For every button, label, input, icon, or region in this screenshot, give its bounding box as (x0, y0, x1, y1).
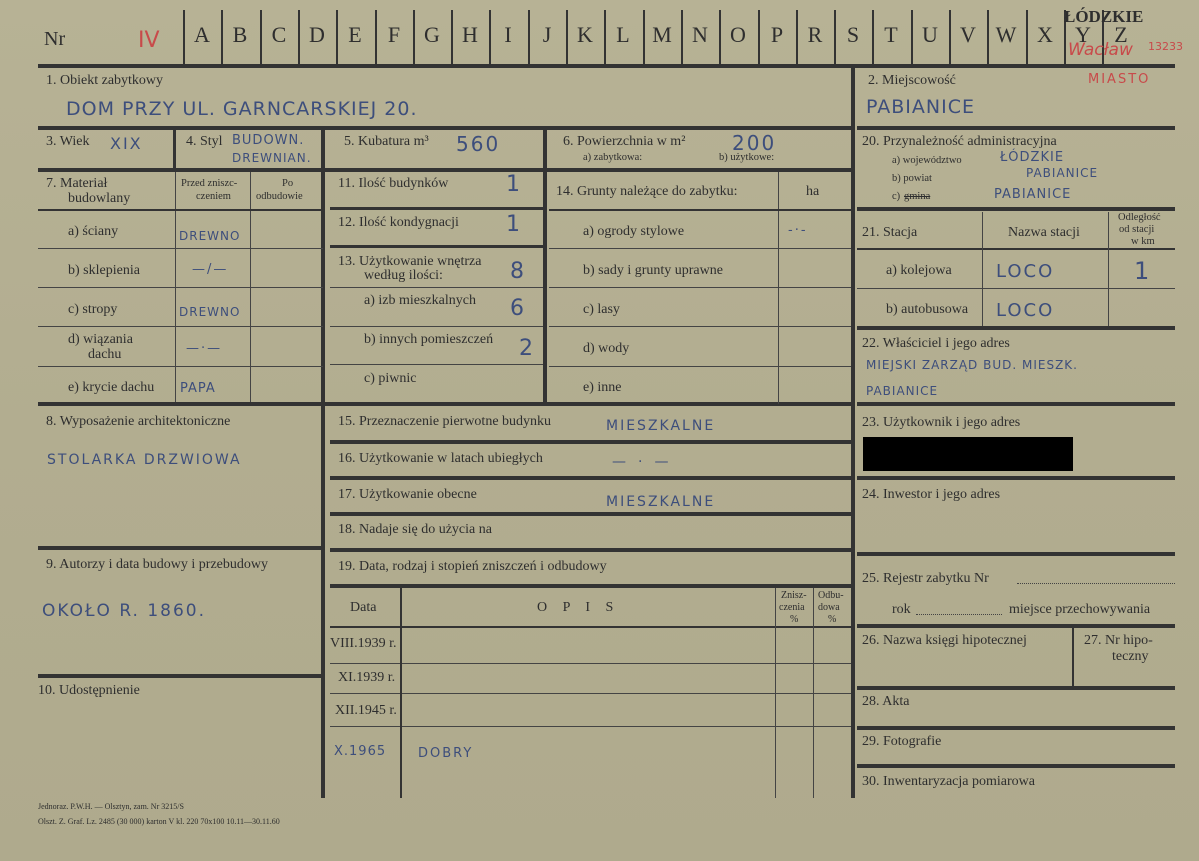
f14-row-d: d) wody (583, 341, 630, 356)
letter-p: P (770, 22, 784, 47)
rule-r1 (857, 126, 1175, 130)
f17-label: 17. Użytkowanie obecne (338, 487, 477, 502)
f7-col-line-1 (175, 172, 176, 404)
letter-b: B (232, 22, 248, 47)
f14-label: 14. Grunty należące do zabytku: (556, 184, 738, 199)
divider-main-right (851, 64, 855, 798)
f20-c-struck: gmina (904, 191, 931, 202)
letter-c: C (271, 22, 287, 47)
f11-value: 1 (506, 172, 522, 197)
f4-value-2: DREWNIAN. (232, 151, 312, 165)
letter-v: V (960, 22, 976, 47)
rule-f16-end (330, 476, 851, 480)
f7-row-c-label: c) stropy (68, 302, 118, 317)
f7-row-e-value: PAPA (180, 381, 216, 396)
r21-col-1 (982, 212, 983, 328)
f19-date-1: VIII.1939 r. (330, 636, 397, 651)
rule-f19-cols (330, 626, 851, 628)
miasto-stamp: MIASTO (1088, 72, 1151, 87)
letter-u: U (922, 22, 938, 47)
f19-col-date (400, 588, 402, 798)
f14-row-a: a) ogrody stylowe (583, 224, 685, 239)
f20-c-value: PABIANICE (994, 187, 1072, 202)
f11-label: 11. Ilość budynków (338, 176, 449, 191)
f13-b-value: 2 (519, 336, 535, 361)
f9-label: 9. Autorzy i data budowy i przebudowy (46, 557, 269, 572)
f25-dots-2 (916, 602, 1002, 615)
f16-label: 16. Użytkowanie w latach ubiegłych (338, 451, 543, 466)
f7-col-line-2 (250, 172, 251, 404)
f21-a-value: LOCO (996, 261, 1055, 282)
f25-rok: rok (892, 602, 911, 617)
f13-a-label: a) izb mieszkalnych (364, 293, 476, 308)
f7-col1-b: czeniem (196, 191, 231, 202)
f21-dist-2: od stacji (1119, 224, 1155, 235)
letter-y: Y (1075, 22, 1091, 47)
redaction-bar (863, 437, 1073, 471)
f2-label: 2. Miejscowość (868, 73, 956, 88)
f5-value: 560 (456, 132, 501, 156)
f7-row-line-0 (38, 209, 323, 211)
f14-row-1 (549, 248, 851, 249)
f15-value: MIESZKALNE (606, 418, 716, 434)
letter-k: K (577, 22, 593, 47)
f14-mark: -·- (788, 223, 808, 238)
rule-f15-end (330, 440, 851, 444)
f4-label: 4. Styl (186, 134, 223, 149)
f19-hw-opis: DOBRY (418, 746, 474, 761)
f21-b-value: LOCO (996, 300, 1055, 321)
f21-b-label: b) autobusowa (886, 302, 969, 317)
f27-label-2: teczny (1112, 649, 1149, 664)
f7-col2-b: odbudowie (256, 191, 303, 202)
f25-dots-1 (1017, 571, 1175, 584)
f14-row-e: e) inne (583, 380, 622, 395)
f7-col1-a: Przed zniszc- (181, 178, 238, 189)
f7-row-line-3 (38, 326, 323, 327)
rule-r4 (857, 402, 1175, 406)
letter-z: Z (1114, 22, 1128, 47)
f7-row-d-label-1: d) wiązania (68, 332, 133, 347)
r26-col (1072, 628, 1074, 688)
divider-main-left (321, 128, 325, 798)
f12-rule (330, 245, 543, 248)
rule-f17-end (330, 512, 851, 516)
rule-r2 (857, 207, 1175, 211)
f16-value: —·— (612, 454, 681, 470)
header-rule (38, 64, 1175, 68)
rule-r3 (857, 326, 1175, 330)
f13-b-label: b) innych pomieszczeń (364, 332, 494, 347)
f19-col-o1: Odbu- (818, 590, 844, 601)
f10-label: 10. Udostępnienie (38, 683, 140, 698)
letter-x: X (1037, 22, 1053, 47)
f14-unit: ha (806, 184, 820, 199)
f20-label: 20. Przynależność administracyjna (862, 134, 1057, 149)
f19-col-o3: % (828, 614, 837, 625)
f13a-rule (330, 287, 543, 288)
f15-label: 15. Przeznaczenie pierwotne budynku (338, 414, 552, 429)
letter-i: I (504, 22, 512, 47)
f13-label-1: 13. Użytkowanie wnętrza (338, 254, 482, 269)
f25-miejsce: miejsce przechowywania (1009, 602, 1151, 617)
letter-n: N (692, 22, 708, 47)
f12-label: 12. Ilość kondygnacji (338, 215, 459, 230)
f4-value-1: BUDOWN. (232, 133, 305, 148)
f19-hw-date: X.1965 (334, 744, 387, 759)
r21-col-2 (1108, 212, 1109, 328)
f20-b-value: PABIANICE (1026, 166, 1099, 180)
nr-label: Nr (44, 28, 66, 50)
f20-a-value: ŁÓDZKIE (1000, 150, 1065, 165)
rule-f18-end (330, 548, 851, 552)
f13c-rule (330, 364, 543, 365)
f7-label-2: budowlany (68, 191, 131, 206)
f14-row-c: c) lasy (583, 302, 620, 317)
f14-row-b: b) sady i grunty uprawne (583, 263, 723, 278)
f7-row-e-label: e) krycie dachu (68, 380, 155, 395)
f24-label: 24. Inwestor i jego adres (862, 487, 1001, 502)
f19-col-zn (775, 588, 776, 798)
f20-c-prefix: c) (892, 191, 901, 202)
f21-label: 21. Stacja (862, 225, 918, 240)
f19-col-od (813, 588, 814, 798)
f14-row-4 (549, 366, 851, 367)
f7-row-line-2 (38, 287, 323, 288)
f21-dist-3: w km (1131, 236, 1155, 247)
f28-label: 28. Akta (862, 694, 910, 709)
f19-col-z2: czenia (779, 602, 805, 613)
letter-m: M (652, 22, 672, 47)
f1-label: 1. Obiekt zabytkowy (46, 73, 164, 88)
f22-value-2: PABIANICE (866, 384, 939, 398)
f13-label-2: według ilości: (364, 268, 443, 283)
letter-e: E (348, 22, 362, 47)
letter-f: F (387, 22, 401, 47)
f7-label-1: 7. Materiał (46, 176, 108, 191)
f21-col-name: Nazwa stacji (1008, 225, 1080, 240)
footer-line-2: Olszt. Z. Graf. Lz. 2485 (30 000) karton V kl. 220 70x100 10.11—30.11.60 (38, 817, 280, 826)
f25-label: 25. Rejestr zabytku Nr (862, 571, 989, 586)
letter-d: D (309, 22, 325, 47)
f21-a-label: a) kolejowa (886, 263, 952, 278)
f5-label: 5. Kubatura m³ (344, 134, 429, 149)
f8-value: STOLARKA DRZWIOWA (47, 452, 242, 468)
rule-r6 (857, 552, 1175, 556)
f7-row-d-label-2: dachu (88, 347, 122, 362)
f21-a-dist: 1 (1134, 257, 1152, 285)
f20-a-label: a) województwo (892, 155, 962, 166)
f30-label: 30. Inwentaryzacja pomiarowa (862, 774, 1035, 789)
rule-f9-end (38, 674, 321, 678)
f7-col2-a: Po (282, 178, 294, 189)
f2-value: PABIANICE (866, 96, 975, 118)
f21-dist-1: Odległość (1118, 212, 1161, 223)
f17-value: MIESZKALNE (606, 494, 716, 510)
f14-col-line (778, 172, 779, 404)
f7-row-a-label: a) ściany (68, 224, 119, 239)
rule-f19-row3 (330, 726, 851, 727)
f19-date-3: XII.1945 r. (335, 703, 397, 718)
signature: Wacław (1068, 40, 1133, 60)
f6-b: b) użytkowe: (719, 152, 775, 163)
nr-value: IV (138, 28, 160, 53)
rule-3 (38, 402, 851, 406)
footer-line-1: Jednoraz. P.W.H. — Olsztyn, zam. Nr 3215/S (38, 802, 184, 811)
f3-label: 3. Wiek (46, 134, 90, 149)
f19-col-date: Data (350, 600, 377, 615)
divider-f3-f4 (173, 130, 176, 168)
rule-r9 (857, 726, 1175, 730)
letter-h: H (462, 22, 478, 47)
f19-date-2: XI.1939 r. (338, 670, 396, 685)
f29-label: 29. Fotografie (862, 734, 942, 749)
rule-r21-row (857, 288, 1175, 289)
f26-label: 26. Nazwa księgi hipotecznej (862, 633, 1027, 648)
f6-value: 200 (732, 131, 777, 155)
f22-value-1: MIEJSKI ZARZĄD BUD. MIESZK. (866, 358, 1078, 372)
letter-a: A (194, 22, 210, 47)
f6-a: a) zabytkowa: (583, 152, 643, 163)
f22-label: 22. Właściciel i jego adres (862, 336, 1010, 351)
rule-r5 (857, 476, 1175, 480)
f9-value: OKOŁO R. 1860. (42, 601, 206, 621)
f19-col-z3: % (790, 614, 799, 625)
f27-label-1: 27. Nr hipo- (1084, 633, 1153, 648)
f13-value: 8 (510, 259, 526, 284)
f8-label: 8. Wyposażenie architektoniczne (46, 414, 231, 429)
letter-r: R (807, 22, 823, 47)
rule-r8 (857, 686, 1175, 690)
f19-col-z1: Znisz- (781, 590, 807, 601)
f23-label: 23. Użytkownik i jego adres (862, 415, 1021, 430)
letter-j: J (542, 22, 552, 47)
region-label: ŁÓDZKIE (1064, 7, 1144, 26)
rule-r21-head (857, 248, 1175, 250)
rule-r10 (857, 764, 1175, 768)
f18-label: 18. Nadaje się do użycia na (338, 522, 492, 537)
f7-row-d-value: —·— (186, 341, 223, 356)
f14-row-3 (549, 326, 851, 327)
letter-l: L (616, 22, 630, 47)
letter-t: T (884, 22, 898, 47)
f13b-rule (330, 326, 543, 327)
rule-f19-row2 (330, 693, 851, 694)
rule-f8-end (38, 546, 321, 550)
letter-g: G (424, 22, 440, 47)
f7-row-line-1 (38, 248, 323, 249)
f7-row-b-label: b) sklepienia (68, 263, 140, 278)
f7-row-a-value: DREWNO (179, 229, 241, 243)
f1-value: DOM PRZY UL. GARNCARSKIEJ 20. (66, 98, 418, 120)
rule-f19-row1 (330, 663, 851, 664)
letter-o: O (730, 22, 746, 47)
f13-c-label: c) piwnic (364, 371, 417, 386)
f19-col-o2: dowa (818, 602, 840, 613)
f12-value: 1 (506, 212, 522, 237)
f14-row-2 (549, 287, 851, 288)
f7-row-b-value: —/— (192, 262, 229, 277)
rule-1 (38, 126, 851, 130)
letter-w: W (995, 22, 1017, 47)
f7-row-line-4 (38, 366, 323, 367)
f19-label: 19. Data, rodzaj i stopień zniszczeń i odbudowy (338, 559, 607, 574)
f3-value: XIX (110, 134, 143, 153)
f20-b-label: b) powiat (892, 173, 932, 184)
rule-2 (38, 168, 851, 172)
f7-row-c-value: DREWNO (179, 305, 241, 319)
rule-r7 (857, 624, 1175, 628)
reference-number: 13233 (1148, 40, 1183, 53)
letter-s: S (846, 22, 860, 47)
f14-head-rule (549, 209, 851, 211)
f13-a-value: 6 (510, 296, 526, 321)
rule-f19-head (330, 584, 851, 588)
f11-rule (330, 207, 543, 210)
f6-label: 6. Powierzchnia w m² (563, 134, 686, 149)
f19-col-opis: O P I S (537, 600, 620, 615)
